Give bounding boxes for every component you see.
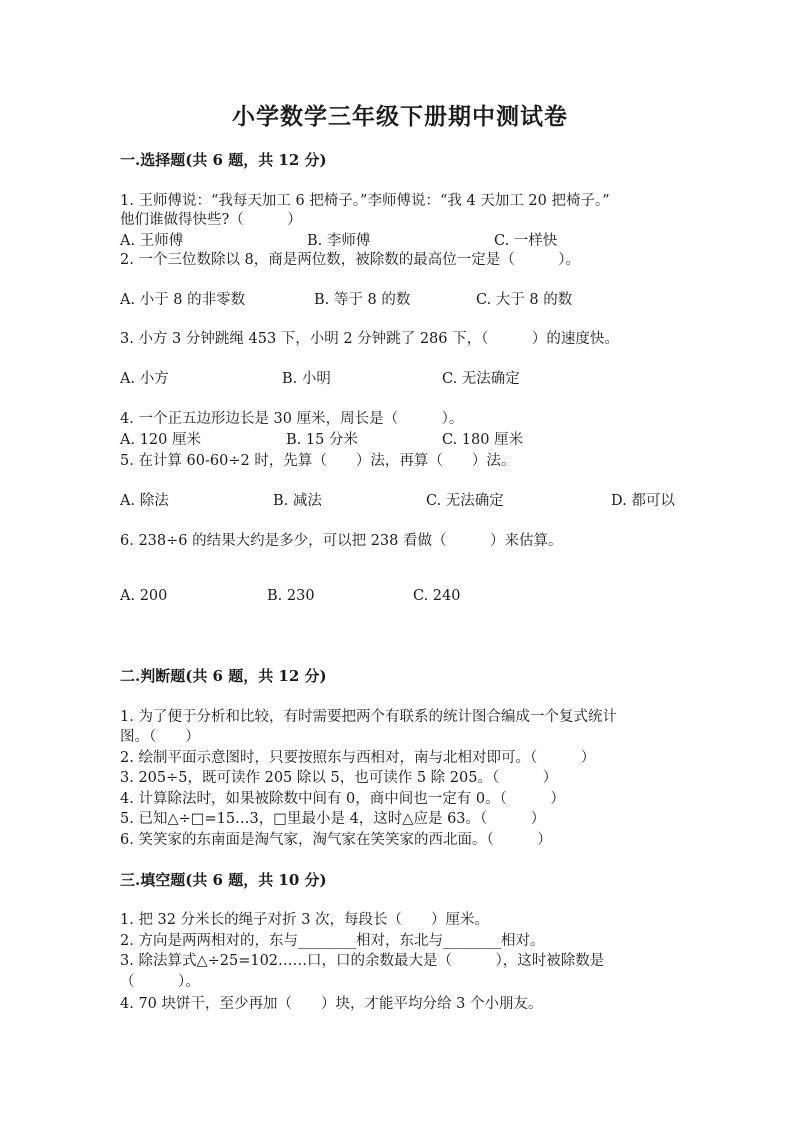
judgement-line: 5. 已知△÷□=15…3，□里最小是 4，这时△应是 63。（ ）: [120, 811, 546, 827]
judgement-line: 3. 205÷5，既可读作 205 除以 5，也可读作 5 除 205。（ ）: [120, 770, 558, 786]
fill-in-line: 1. 把 32 分米长的绳子对折 3 次，每段长（ ）厘米。: [120, 912, 490, 928]
question-5-text: 5. 在计算 60-60÷2 时，先算（ ）法，再算（ ）法。: [120, 453, 516, 469]
fill-in-line: 4. 70 块饼干，至少再加（ ）块，才能平均分给 3 个小朋友。: [120, 996, 543, 1012]
question-4-text: 4. 一个正五边形边长是 30 厘米，周长是（ ）。: [120, 411, 464, 427]
question-6-option-b: B. 230: [267, 588, 315, 604]
question-2-option-c: C. 大于 8 的数: [476, 292, 573, 308]
judgement-line: 2. 绘制平面示意图时，只要按照东与西相对，南与北相对即可。（ ）: [120, 750, 596, 766]
question-6-option-a: A. 200: [120, 588, 168, 604]
question-4-option-c: C. 180 厘米: [442, 432, 524, 448]
question-5-option-d: D. 都可以: [611, 493, 675, 509]
question-3-option-c: C. 无法确定: [442, 371, 520, 387]
judgement-line: 图。（ ）: [120, 729, 200, 745]
question-3-text: 3. 小方 3 分钟跳绳 453 下，小明 2 分钟跳了 286 下，（ ）的速度快。: [120, 331, 619, 347]
section-heading-judgement: 二.判断题(共 6 题，共 12 分): [120, 667, 327, 685]
question-1-text: 1. 王师傅说：“我每天加工 6 把椅子。”李师傅说：“我 4 天加工 20 把椅子。”: [120, 193, 610, 209]
question-4-option-a: A. 120 厘米: [120, 432, 201, 448]
question-6-option-c: C. 240: [413, 588, 461, 604]
question-2-option-b: B. 等于 8 的数: [314, 292, 411, 308]
question-1-option-b: B. 李师傅: [307, 233, 371, 249]
question-4-option-b: B. 15 分米: [286, 432, 358, 448]
question-3-option-b: B. 小明: [282, 371, 331, 387]
question-5-option-c: C. 无法确定: [426, 493, 504, 509]
question-5-option-b: B. 减法: [273, 493, 322, 509]
question-1-option-c: C. 一样快: [494, 233, 558, 249]
judgement-line: 1. 为了便于分析和比较，有时需要把两个有联系的统计图合编成一个复式统计: [120, 709, 617, 725]
question-6-text: 6. 238÷6 的结果大约是多少，可以把 238 看做（ ）来估算。: [120, 533, 563, 549]
fill-in-line: 3. 除法算式△÷25=102……口，口的余数最大是（ ），这时被除数是: [120, 953, 605, 969]
question-3-option-a: A. 小方: [120, 371, 169, 387]
judgement-line: 6. 笑笑家的东南面是淘气家，淘气家在笑笑家的西北面。（ ）: [120, 832, 552, 848]
question-2-option-a: A. 小于 8 的非零数: [120, 292, 246, 308]
section-heading-fill-in: 三.填空题(共 6 题，共 10 分): [120, 871, 327, 889]
question-5-option-a: A. 除法: [120, 493, 169, 509]
question-1-option-a: A. 王师傅: [120, 233, 184, 249]
judgement-line: 4. 计算除法时，如果被除数中间有 0，商中间也一定有 0。（ ）: [120, 791, 565, 807]
fill-in-line: 2. 方向是两两相对的，东与________相对，东北与________相对。: [120, 933, 545, 949]
question-1-text-cont: 他们谁做得快些?（ ）: [120, 212, 302, 228]
section-heading-choice: 一.选择题(共 6 题，共 12 分): [120, 151, 327, 169]
fill-in-line: （ ）。: [120, 974, 200, 990]
question-2-text: 2. 一个三位数除以 8，商是两位数，被除数的最高位一定是（ ）。: [120, 252, 581, 268]
page-title: 小学数学三年级下册期中测试卷: [232, 103, 568, 130]
